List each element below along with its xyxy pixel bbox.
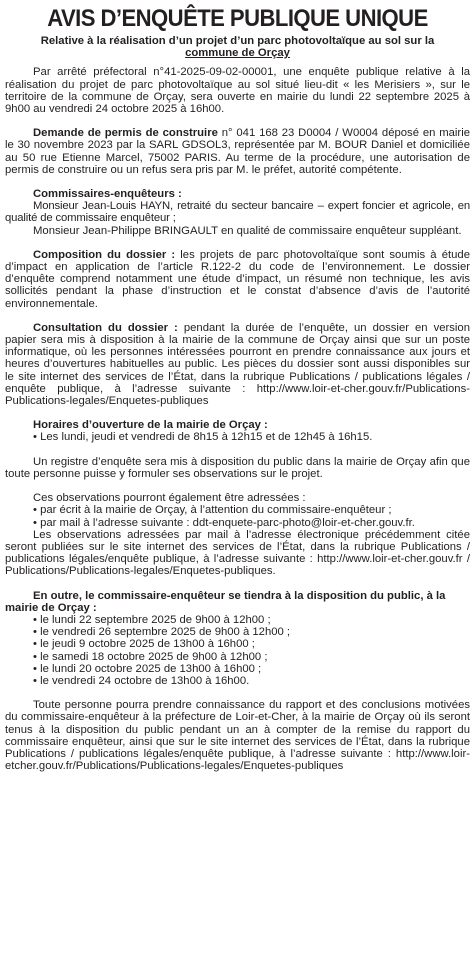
commissaires-heading: Commissaires-enquêteurs : xyxy=(33,188,182,201)
arrete-paragraph: Par arrêté préfectoral n°41-2025-09-02-00001, une enquête publique relative à la réalisation du projet de parc photovoltaïque au sol situé lieu-dit « les Merisiers », sur le territoire de la commune de Orçay, sera ouverte en mairie du lundi 22 septembre 2025 à 9h00 au vendredi 24 octobre 2025 à 16h00. xyxy=(5,66,470,116)
registre-paragraph: Un registre d’enquête sera mis à disposition du public dans la mairie de Orçay afin que toute personne puisse y formuler ses observations sur le projet. xyxy=(5,455,470,480)
permanence-item: • le lundi 20 octobre 2025 de 13h00 à 16h00 ; xyxy=(5,663,470,675)
permis-text: n° 041 168 23 D0004 / W0004 déposé en mairie le 30 novembre 2023 par la SARL GDSOL3, représentée par M. BOUR Daniel et domiciliée au 50 rue Etienne Marcel, 75002 PARIS. Au terme de la procédure, une autorisation de permis de construire ou un refus sera pris par M. le préfet, autorité compétente. xyxy=(5,127,470,176)
observations-item-mail: • par mail à l’adresse suivante : ddt-enquete-parc-photo@loir-et-cher.gouv.fr. xyxy=(5,517,470,529)
permis-paragraph xyxy=(5,127,470,176)
permanence-item: • le vendredi 26 septembre 2025 de 9h00 à 12h00 ; xyxy=(5,626,470,638)
observations-paragraph: Les observations adressées par mail à l’adresse électronique précédemment citée seront publiées sur le site internet des services de l’État, dans la rubrique Publications / publications légales/enquête publique, à l’adresse suivante : http://www.loir-et-cher.gouv.fr / Publications/Publications-legales/Enquetes-publiques. xyxy=(5,528,470,578)
subtitle-line-2: commune de Orçay xyxy=(185,47,290,60)
commissaire-suppleant: Monsieur Jean-Philippe BRINGAULT en qualité de commissaire enquêteur suppléant. xyxy=(33,224,462,237)
notice-subtitle xyxy=(5,35,470,59)
notice-title: AVIS D’ENQUÊTE PUBLIQUE UNIQUE xyxy=(47,5,428,32)
consultation-label: Consultation du dossier : xyxy=(33,321,178,334)
observations-item-ecrit: • par écrit à la mairie de Orçay, à l’attention du commissaire-enquêteur ; xyxy=(5,504,470,516)
consultation-text: pendant la durée de l’enquête, un dossier en version papier sera mis à disposition à la mairie de la commune de Orçay ainsi que sur un poste informatique, où les personnes intéressées pourront en prendre connaissance aux jours et heures d’ouvertures habituelles au public. Les pièces du dossier sont aussi disponibles sur le site internet des services de l’État, dans la rubrique Publications / publications légales / enquête publique, à l’adresse suivante : http://www.loir-et-cher.gouv.fr/Publications-Publications-legales/Enquetes-publiques xyxy=(5,321,470,408)
permis-label: Demande de permis de construire xyxy=(33,127,218,140)
consultation-paragraph xyxy=(5,322,470,407)
composition-paragraph xyxy=(5,249,470,310)
composition-text: les projets de parc photovoltaïque sont soumis à étude d’impact en application de l’article R.122-2 du code de l’environnement. Le dossier d’enquête comprend notamment une étude d’impact, un résumé non technique, les avis sollicités pendant la phase d’instruction et le constat d’absence d’avis de l’autorité environnementale. xyxy=(5,248,470,310)
permanence-item: • le vendredi 24 octobre de 13h00 à 16h00. xyxy=(5,675,470,687)
permanences-heading: En outre, le commissaire-enquêteur se tiendra à la disposition du public, à la mairie de Orçay : xyxy=(5,589,446,614)
horaires-heading: Horaires d’ouverture de la mairie de Orçay : xyxy=(33,419,268,432)
final-paragraph: Toute personne pourra prendre connaissance du rapport et des conclusions motivées du commissaire-enquêteur à la préfecture de Loir-et-Cher, à la mairie de Orçay où ils seront tenus à la disposition du public pendant un an à compter de la remise du rapport du commissaire enquêteur, ainsi que sur le site internet des services de l’État, dans la rubrique Publications / publications légales/enquête publique, à l’adresse suivante : http://www.loir-etcher.gouv.fr/Publications/Publications-legales/Enquetes-publiques xyxy=(5,699,470,773)
observations-intro: Ces observations pourront également être adressées : xyxy=(33,492,306,505)
horaires-item: • Les lundi, jeudi et vendredi de 8h15 à 12h15 et de 12h45 à 16h15. xyxy=(5,431,470,443)
permanence-item: • le samedi 18 octobre 2025 de 9h00 à 12h00 ; xyxy=(5,651,470,663)
permanence-item: • le lundi 22 septembre 2025 de 9h00 à 12h00 ; xyxy=(5,614,470,626)
subtitle-line-1: Relative à la réalisation d’un projet d’un parc photovoltaïque au sol sur la xyxy=(40,35,435,47)
commissaire-titulaire: Monsieur Jean-Louis HAYN, retraité du secteur bancaire – expert foncier et agricole, en qualité de commissaire enquêteur ; xyxy=(5,200,470,225)
composition-label: Composition du dossier : xyxy=(33,248,176,261)
permanence-item: • le jeudi 9 octobre 2025 de 13h00 à 16h00 ; xyxy=(5,638,470,650)
